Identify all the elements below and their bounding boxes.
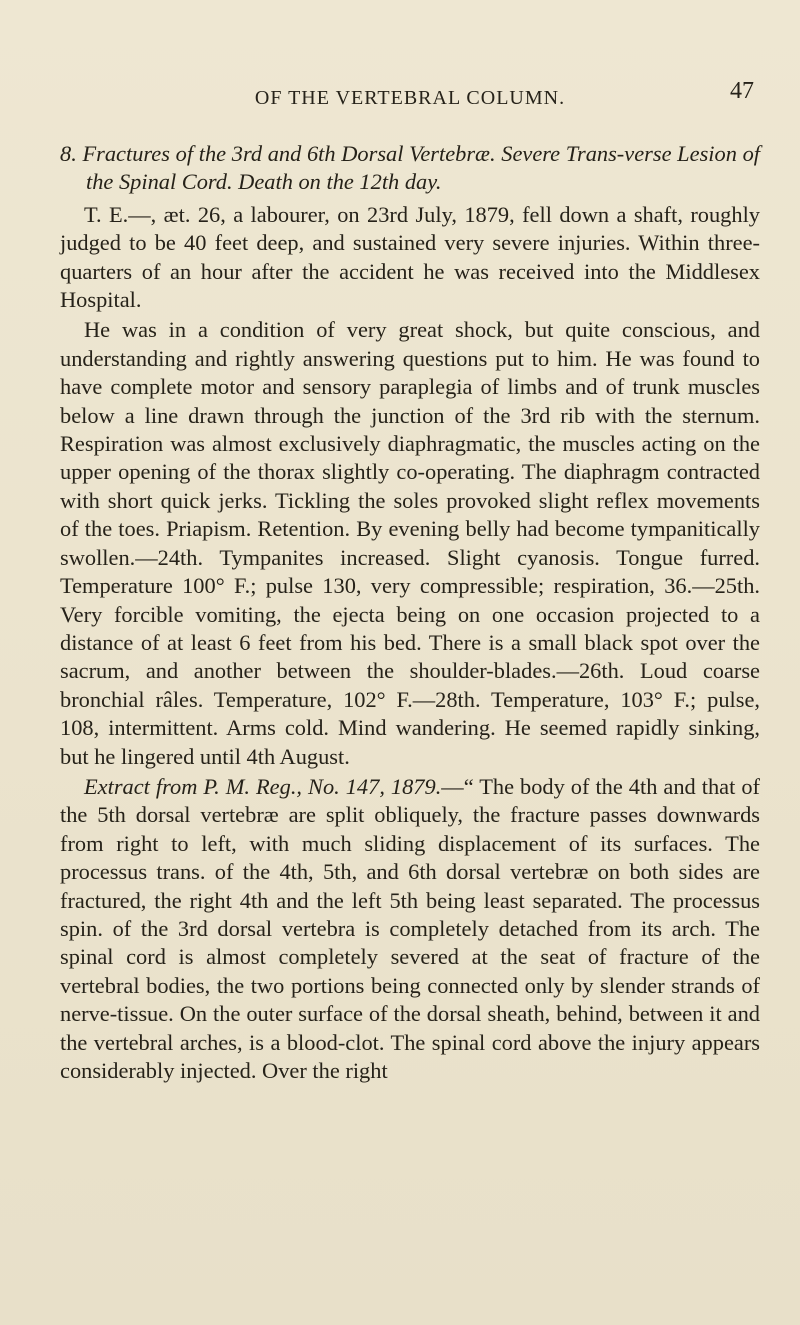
extract-label: Extract from P. M. Reg., No. 147, 1879. — [84, 773, 442, 799]
extract-text: —“ The body of the 4th and that of the 5th dorsal vertebræ are split obliquely, the fracture passes downwards from right to left, with much sliding displacement of its surfaces. The processus trans. of the 4th, 5th, and 6th dorsal vertebræ on both sides are fractured, the right 4th and the left 5th being least separated. The processus spin. of the 3rd dorsal vertebra is completely detached from its arch. The spinal cord is almost completely severed at the seat of fracture of the vertebral bodies, the two portions being connected only by slender strands of nerve-tissue. On the outer surface of the dorsal sheath, behind, between it and the vertebral arches, is a blood-clot. The spinal cord above the injury appears considerably injected. Over the right — [60, 773, 760, 1083]
case-heading: 8. Fractures of the 3rd and 6th Dorsal Vertebræ. Severe Trans-verse Lesion of the Spinal Cord. Death on the 12th day. — [60, 141, 760, 195]
post-mortem-paragraph — [60, 773, 760, 1085]
page-number: 47 — [730, 78, 754, 104]
case-course-paragraph: He was in a condition of very great shock, but quite conscious, and understanding and rightly answering questions put to him. He was found to have complete motor and sensory paraplegia of limbs and of trunk muscles below a line drawn through the junction of the 3rd rib with the sternum. Respiration was almost exclusively diaphragmatic, the muscles acting on the upper opening of the thorax slightly co-operating. The diaphragm contracted with short quick jerks. Tickling the soles provoked slight reflex movements of the toes. Priapism. Retention. By evening belly had become tympanitically swollen.—24th. Tympanites increased. Slight cyanosis. Tongue furred. Temperature 100° F.; pulse 130, very compressible; respiration, 36.—25th. Very forcible vomiting, the ejecta being on one occasion projected to a distance of at least 6 feet from his bed. There is a small black spot over the sacrum, and another between the shoulder-blades.—26th. Loud coarse bronchial râles. Temperature, 102° F.—28th. Temperature, 103° F.; pulse, 108, intermittent. Arms cold. Mind wandering. He seemed rapidly sinking, but he lingered until 4th August. — [60, 317, 760, 769]
body-text — [60, 140, 760, 1087]
page-header — [60, 78, 760, 118]
running-head: OF THE VERTEBRAL COLUMN. — [254, 87, 566, 109]
case-history-paragraph: T. E.—, æt. 26, a labourer, on 23rd July, 1879, fell down a shaft, roughly judged to be 40 feet deep, and sustained very severe injuries. Within three-quarters of an hour after the accident he was received into the Middlesex Hospital. — [60, 201, 760, 313]
